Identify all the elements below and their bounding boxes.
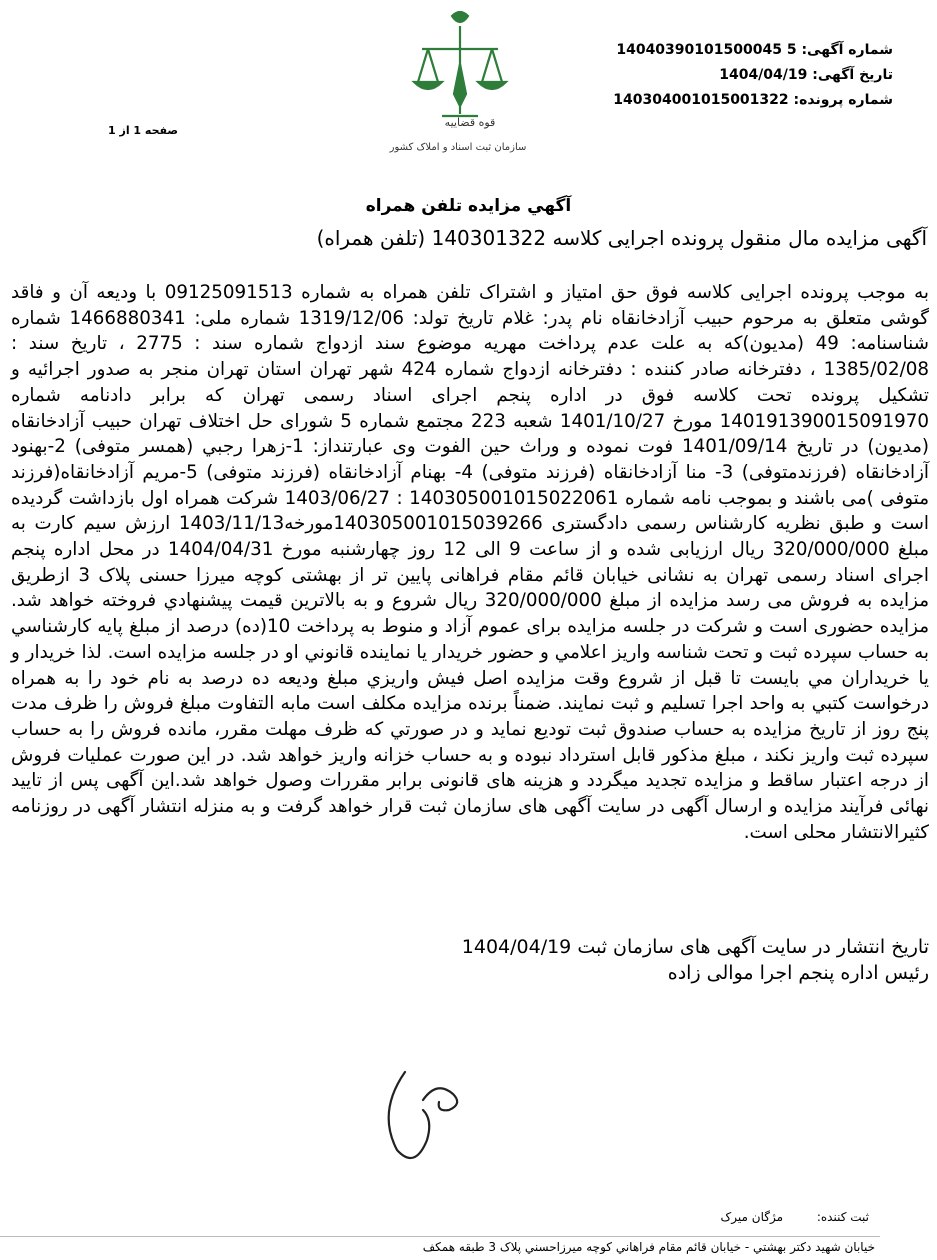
case-number-label: شماره پرونده: — [793, 92, 893, 108]
page-number: صفحه 1 از 1 — [108, 124, 179, 137]
footer-address: خیابان شهید دکتر بهشتي - خیابان قائم مقام فراهاني کوچه میرزاحسني پلاک 3 طبقه همکف — [422, 1240, 875, 1254]
ad-number-row — [473, 38, 893, 63]
ad-meta — [473, 38, 893, 113]
registrar-name: مژگان میرک — [720, 1210, 784, 1224]
case-number: 140304001015001322 — [613, 92, 789, 108]
ad-number: 14040390101500045 5 — [616, 42, 797, 58]
case-number-row — [473, 88, 893, 113]
emblem-caption-2: سازمان ثبت اسناد و املاک کشور — [389, 142, 527, 153]
ad-date-label: تاریخ آگهی: — [812, 67, 893, 83]
ad-date-row — [473, 63, 893, 88]
notice-tail — [11, 934, 929, 986]
publish-label: تاریخ انتشار در سایت آگهی های سازمان ثبت — [577, 936, 929, 958]
footer-divider — [0, 1236, 880, 1237]
notice-paragraph: به موجب پرونده اجرایی کلاسه فوق حق امتیاز و اشتراک تلفن همراه به شماره 09125091513 با ودیعه آن و فاقد گوشی متعلق به مرحوم حبیب آزادخانقاه نام پدر: غلام تاریخ تولد: 1319/12/06 شماره ملی: 1466880341 شماره شناسنامه: 49 (مدیون)که به علت عدم پرداخت مهریه موضوع سند ازدواج شماره سند : 2775 ، تاریخ سند : 1385/02/08 ، دفترخانه صادر کننده : دفترخانه ازدواج شماره 424 شهر تهران استان تهران منجر به صدور اجرائیه و تشکیل پرونده تحت کلاسه فوق در اداره پنجم اجرای اسناد رسمی تهران که برابر دادنامه شماره 140191390015091970 مورخ 1401/10/27 شعبه 223 مجتمع شماره 5 شورای حل اختلاف تهران حبیب آزادخانقاه (مدیون) در تاریخ 1401/09/14 فوت نموده و وراث حین الفوت وی عبارتنداز: 1-زهرا رجبي (همسر متوفی) 2-بهنود آزادخانقاه (فرزندمتوفی) 3- منا آزادخانقاه (فرزند متوفی) 4- بهنام آزادخانقاه (فرزند متوفی) 5-مریم آزادخانقاه(فرزند متوفی )می باشند و بموجب نامه شماره 140305001015022061 : 1403/06/27 شرکت همراه اول بازداشت گردیده است و طبق نظریه کارشناس رسمی دادگستری 140305001015039266مورخه1403/11/13 ارزش سیم کارت به مبلغ 320/000/000 ریال ارزیابی شده و از ساعت 9 الی 12 روز چهارشنبه مورخ 1404/04/31 در محل اداره پنجم اجرای اسناد رسمی تهران به نشانی خیابان قائم مقام فراهانی پایین تر از بهشتی کوچه میرزا حسنی پلاک 3 ازطریق مزایده به فروش می رسد مزایده از مبلغ 320/000/000 ریال شروع و به بالاترین قیمت پیشنهادي فروخته خواهد شد. مزایده حضوری است و شرکت در جلسه مزایده برای عموم آزاد و منوط به پرداخت 10(ده) درصد از مبلغ پایه کارشناسي به حساب سپرده ثبت و تحت شناسه واریز اعلامي و حضور خریدار یا نماینده قانوني او در جلسه مزایده است. لذا خریدار و یا خریداران مي بایست تا قبل از شروع وقت مزایده اصل فیش واریزي مبلغ ودیعه ده درصد به نام خود را به همراه درخواست کتبي به واحد اجرا تسلیم و ثبت نمایند. ضمناً برنده مزایده مکلف است مابه التفاوت مبلغ فروش را ظرف مدت پنج روز از تاریخ مزایده به حساب صندوق ثبت تودیع نماید و در صورتي که ظرف مهلت مقرر، مانده فروش را به حساب سپرده ثبت واریز نکند ، مبلغ مذکور قابل استرداد نبوده و به حساب خزانه واریز خواهد شد. در این صورت عملیات فروش از درجه اعتبار ساقط و مزایده تجدید میگردد و هزینه های قانونی برابر مقررات وصول خواهد شد.این آگهی پس از تایید نهائی فرآیند مزایده و ارسال آگهی در سایت آگهی های سازمان ثبت قرار خواهد گرفت و به منزله انتشار آگهی در روزنامه کثیرالانتشار محلی است. — [11, 282, 930, 843]
signature-icon — [345, 1052, 500, 1172]
notice-body — [11, 280, 929, 845]
page-title: آگهي مزايده تلفن همراه — [365, 196, 572, 216]
registrar — [691, 1210, 869, 1224]
emblem-caption-1: قوه قضاییه — [444, 116, 496, 129]
ad-number-label: شماره آگهی: — [801, 42, 893, 58]
page-subtitle: آگهی مزایده مال منقول پرونده اجرایی کلاسه 140301322 (تلفن همراه) — [316, 226, 927, 250]
ad-date: 1404/04/19 — [719, 67, 808, 83]
registrar-label: ثبت کننده: — [816, 1210, 869, 1224]
publish-date: 1404/04/19 — [461, 936, 572, 958]
publish-line — [11, 934, 929, 960]
signer: رئیس اداره پنجم اجرا موالی زاده — [667, 962, 929, 984]
